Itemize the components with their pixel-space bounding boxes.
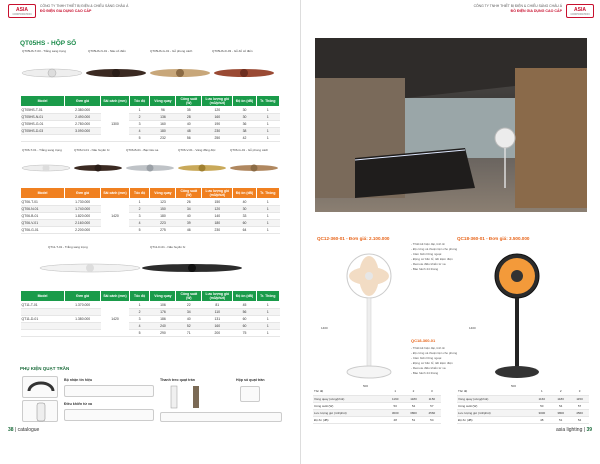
page-number: 38 — [8, 427, 14, 433]
ceiling-fan-dark-image — [142, 264, 242, 272]
fan-caption: QT11-T-01 - Trắng sang trọng — [48, 245, 88, 249]
fan-caption: QT06-N-01 - Nâu huyền bí — [74, 148, 110, 152]
ceiling-fan-white-image — [40, 264, 140, 272]
ceiling-fan-redwood-image — [214, 69, 274, 77]
ceiling-fan-wood-image — [150, 69, 210, 77]
fan-images-row1 — [20, 55, 280, 91]
rod-price-box — [160, 412, 282, 422]
fan-caption: QT05HS-T-03 - Trắng sang trọng — [22, 49, 67, 53]
gearbox-image — [240, 386, 260, 402]
page-footer-right: asia lighting | 39 — [555, 427, 592, 433]
table-row: QT06-V-01 2.160.000 4 223 39 180 60 1 — [21, 220, 280, 227]
fan-images-row3 — [20, 250, 280, 286]
table-row: QT05HS-N-01 2.490.000 2 136 28 160 30 1 — [21, 114, 280, 121]
table-row: Lưu lượng gió (m3/phút) 3000 3800 4560 — [457, 409, 589, 416]
fan-caption: QT05HS-G-01 - Gỗ phong cách — [150, 49, 193, 53]
table-row: Công suất (W) 50 54 57 — [457, 402, 589, 409]
asia-logo: ASIA CORPORATION — [566, 4, 594, 18]
base-dimension: 500 — [511, 384, 517, 388]
table-row: 5 232 56 250 42 1 — [21, 135, 280, 142]
tagline: ĐỒ ĐIỆN GIA DỤNG CAO CẤP — [40, 9, 92, 13]
stand-fan-white-image — [329, 246, 409, 386]
features-list: - Thiết kế hiện đại, tinh tế - Độ cứng và thuận tiện cho phòng - Cảm biến hồng ngoại - Động cơ bền bỉ, tiết kiệm điện - Remote điều khiển từ xa - Bảo hành 24 tháng — [411, 346, 458, 375]
lifestyle-photo — [315, 38, 587, 212]
footer-label: asia lighting — [555, 427, 583, 433]
table-row: Độ ồn (dB) 48 51 54 — [313, 416, 441, 423]
ceiling-fan-wood-image — [230, 165, 278, 172]
table-row: 5 290 71 200 75 1 — [21, 330, 280, 337]
spec-table-qt11: Model Đơn giá Sải cánh (mm) Tốc độ Vòng quay Công suất (W) Lưu lượng gió (m3/phút) Độ ồn (dB) Tr. Thông QT11-T-01 1.370.000 1420 1 106 22 81 45 1 2 176 34 110 56 1 QT11-D-01 1.380.000 3 186 40 131 60 1 4 240 52 160 60 1 5 290 71 200 75 1 — [20, 290, 280, 337]
stand-fan-orange-image — [477, 246, 557, 386]
asia-logo: ASIA CORPORATION — [8, 4, 36, 18]
table-row: Lưu lượng gió (m3/phút) 3000 3800 4560 — [313, 409, 441, 416]
table-row: QT06-N-01 1.740.000 2 150 34 120 30 1 — [21, 206, 280, 213]
table-row: QT05HS-T-01 2.380.000 1300 1 96 35 120 30 1 — [21, 107, 280, 114]
tagline: ĐỒ ĐIỆN GIA DỤNG CAO CẤP — [510, 9, 562, 13]
ceiling-fan-gold-image — [178, 165, 226, 172]
fan-caption: QT06-B-01 - Bạc tiêu sa — [126, 148, 159, 152]
table-row: QT06-G-01 2.200.000 5 275 46 230 64 1 — [21, 227, 280, 234]
table-row: Vòng quay (vòng/phút) 1160 1180 1150 — [457, 395, 589, 402]
gearbox-label: Hộp số quạt trần — [236, 378, 265, 382]
fan-caption: QT06-V-01 - Vàng đồng độc — [178, 148, 216, 152]
ceiling-fan-white-image — [22, 165, 70, 172]
spec-table-qc12: Tốc độ 1 2 3 Vòng quay (vòng/phút) 1160 1180 1150 Công suất (W) 50 54 57 Lưu lượng gió (m3/phút) 3000 3800 4560 Độ ồn (dB) 48 51 54 — [313, 388, 441, 424]
spec-table-qt05hs: Model Đơn giá Sải cánh (mm) Tốc độ Vòng quay Công suất (W) Lưu lượng gió (m3/phút) Độ ồn (dB) Tr. Thông QT05HS-T-01 2.380.000 1300 1 96 35 120 30 1 QT05HS-N-01 2.490.000 2 136 28 160 30 1 QT05HS-G-01 2.780.000 3 160 40 190 36 1 QT05HS-D-03 3.090.000 4 180 48 230 38 1 5 232 56 250 42 1 — [20, 95, 280, 142]
spec-table-qt06: Model Đơn giá Sải cánh (mm) Tốc độ Vòng quay Công suất (W) Lưu lượng gió (m3/phút) Độ ồn (dB) Tr. Thông QT06-T-01 1.730.000 1420 1 123 26 150 40 1 QT06-N-01 1.740.000 2 150 34 120 30 1 QT06-B-01 1.820.000 3 180 40 140 33 1 QT06-V-01 2.160.000 4 223 39 180 60 1 QT06-G-01 2.200.000 5 275 46 230 64 1 — [20, 187, 280, 234]
product-title: QT05HS - HỘP SỐ — [20, 40, 77, 47]
rod-image — [165, 384, 205, 410]
product-caption: QC18-360-01 — [411, 338, 436, 343]
catalogue-page-right — [300, 0, 600, 464]
receiver-label: Bộ nhận tín hiệu — [64, 378, 93, 382]
fan-caption: QT06-G-01 - Gỗ phong cách — [230, 148, 269, 152]
ceiling-fan-brown-image — [86, 69, 146, 77]
product-caption: QC12-360-01 - Đơn giá: 2.100.000 — [317, 236, 390, 241]
rod-label: Thanh treo quạt trần — [160, 378, 195, 382]
brand-header — [8, 4, 128, 18]
table-row: Công suất (W) 50 54 57 — [313, 402, 441, 409]
table-row: Vòng quay (vòng/phút) 1160 1180 1150 — [313, 395, 441, 402]
ceiling-fan-brown-image — [74, 165, 122, 172]
remote-label: Điều khiển từ xa — [64, 402, 92, 406]
height-dimension: 1400 — [469, 326, 476, 330]
brand-header — [474, 4, 594, 18]
spec-table-qc18: Tốc độ 1 2 3 Vòng quay (vòng/phút) 1160 1180 1150 Công suất (W) 50 54 57 Lưu lượng gió (m3/phút) 3000 3800 4560 Độ ồn (dB) 48 51 54 — [457, 388, 589, 424]
receiver-compat-box — [64, 385, 154, 397]
table-row: QT05HS-G-01 2.780.000 3 160 40 190 36 1 — [21, 121, 280, 128]
page-footer-left: 38 | catalogue — [8, 427, 40, 433]
ceiling-fan-white-image — [22, 69, 82, 77]
table-row: QT06-B-01 1.820.000 3 180 40 140 33 1 — [21, 213, 280, 220]
page-number: 39 — [586, 427, 592, 433]
company-name: CÔNG TY TNHH THIẾT BỊ ĐIỆN & CHIẾU SÁNG CHÂU Á — [473, 4, 562, 8]
fan-caption: QT06-T-01 - Trắng sang trọng — [22, 148, 62, 152]
table-row: 4 240 52 160 60 1 — [21, 323, 280, 330]
base-dimension: 500 — [363, 384, 369, 388]
fan-caption: QT05HS-N-01 - Nâu cổ điển — [88, 49, 126, 53]
table-row: QT05HS-D-03 3.090.000 4 180 48 230 38 1 — [21, 128, 280, 135]
fan-caption: QT11-D-01 - Nâu huyền bí — [150, 245, 186, 249]
fan-caption: QT05HS-D-03 - Gỗ đỏ cổ điển — [212, 49, 253, 53]
features-list: - Thiết kế hiện đại, tinh tế - Độ cứng và thuận tiện cho phòng - Cảm biến hồng ngoại - Động cơ bền bỉ, tiết kiệm điện - Remote điều khiển từ xa - Bảo hành 24 tháng — [411, 242, 458, 271]
table-row: 2 176 34 110 56 1 — [21, 309, 280, 316]
product-caption: QC18-360-01 - Đơn giá: 3.500.000 — [457, 236, 530, 241]
footer-label: catalogue — [17, 427, 40, 433]
remote-image — [22, 400, 58, 422]
ceiling-fan-silver-image — [126, 165, 174, 172]
company-name: CÔNG TY TNHH THIẾT BỊ ĐIỆN & CHIẾU SÁNG CHÂU Á — [40, 4, 129, 8]
accessories-title: PHỤ KIỆN QUẠT TRẦN — [20, 366, 70, 371]
table-row: QT11-T-01 1.370.000 1420 1 106 22 81 45 1 — [21, 302, 280, 309]
table-row: QT06-T-01 1.730.000 1420 1 123 26 150 40 1 — [21, 199, 280, 206]
fan-images-row2 — [20, 154, 280, 184]
table-row: QT11-D-01 1.380.000 3 186 40 131 60 1 — [21, 316, 280, 323]
height-dimension: 1400 — [321, 326, 328, 330]
table-row: Độ ồn (dB) 48 51 54 — [457, 416, 589, 423]
remote-compat-box — [64, 409, 154, 421]
receiver-image — [22, 376, 58, 398]
